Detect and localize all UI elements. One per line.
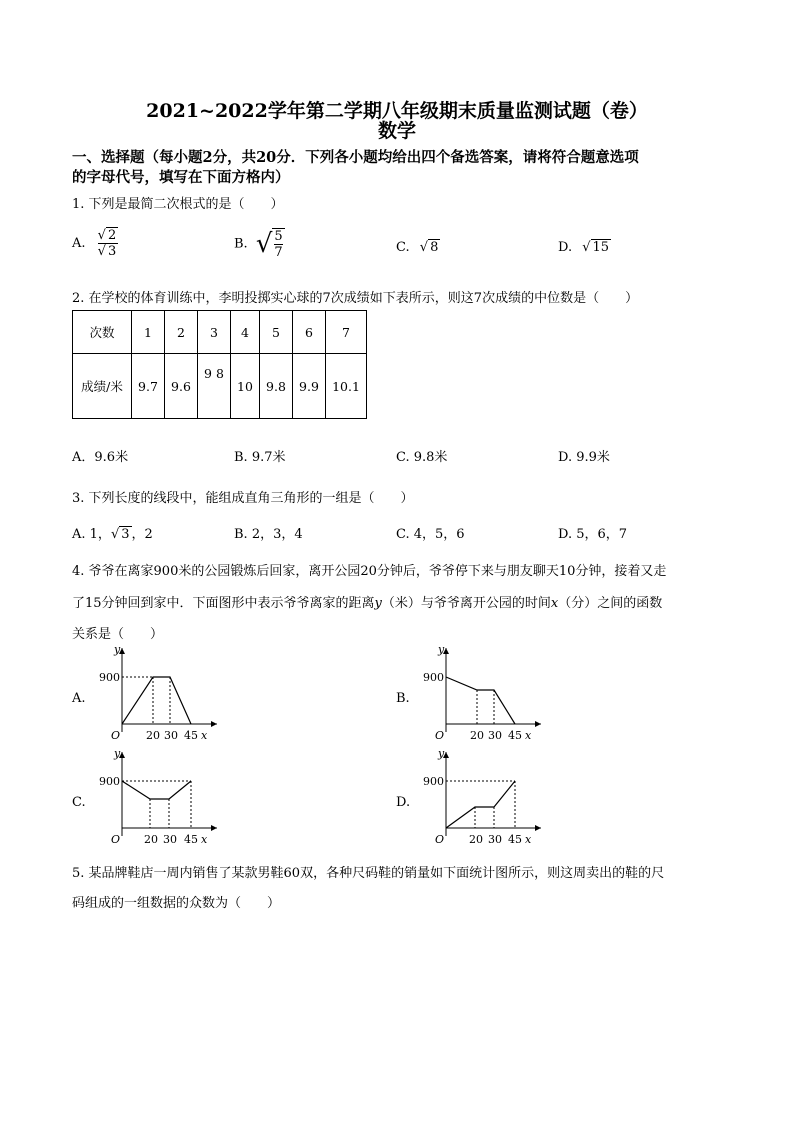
graph-c-t20: 20 <box>144 833 158 846</box>
graph-c-x: x <box>201 833 208 846</box>
table-cell: 1 <box>132 311 165 354</box>
graph-c-y: y <box>114 747 121 760</box>
q1-option-a-label: A. <box>72 236 86 251</box>
q1-a-denominator: 3 <box>107 244 117 259</box>
graph-c-t45: 45 <box>184 833 198 846</box>
q4-line2-part2: （米）与爷爷离开公园的时间 <box>381 596 551 611</box>
q1-a-numerator: 2 <box>107 228 117 243</box>
table-cell: 4 <box>231 311 260 354</box>
table-cell: 9.7 <box>132 354 165 419</box>
table-cell: 10.1 <box>326 354 367 419</box>
table-header-row <box>73 311 367 354</box>
q1-option-a-fraction: $\frac{√ 2}{√ 3}$ <box>97 228 117 259</box>
q1-option-d: D. √ 15 <box>558 240 610 255</box>
score-table <box>72 310 367 419</box>
graph-a-origin: O <box>111 729 121 742</box>
q1-option-b: B. √ $\frac{5}{7}$ <box>234 229 283 260</box>
graph-a-x: x <box>201 729 208 742</box>
q4-graph-d <box>416 746 546 846</box>
graph-c-900: 900 <box>99 775 120 788</box>
graph-b-origin: O <box>435 729 445 742</box>
q4-graph-c <box>92 746 222 846</box>
graph-c-origin: O <box>111 833 121 846</box>
q1-option-d-label: D. <box>558 240 573 255</box>
question-4-line3: 关系是（ ） <box>72 627 164 642</box>
table-cell: 9.9 <box>293 354 326 419</box>
table-cell: 成绩/米 <box>73 354 132 419</box>
q2-option-b: B. 9.7米 <box>234 450 286 465</box>
q2-option-a: A．9.6米 <box>72 450 129 465</box>
graph-b-t30: 30 <box>488 729 502 742</box>
section-heading-line1: 一、选择题（每小题2分，共20分．下列各小题均给出四个备选答案，请将符合题意选项 <box>72 149 639 166</box>
table-cell: 5 <box>260 311 293 354</box>
graph-d-t45: 45 <box>508 833 522 846</box>
graph-d-900: 900 <box>423 775 444 788</box>
graph-b-x: x <box>525 729 532 742</box>
table-cell: 3 <box>198 311 231 354</box>
q1-option-c-label: C. <box>396 240 410 255</box>
graph-d-x: x <box>525 833 532 846</box>
subject-title: 数学 <box>377 120 416 142</box>
table-cell: 次数 <box>73 311 132 354</box>
q4-line2-part3: （分）之间的函数 <box>558 596 663 611</box>
graph-a-y: y <box>114 643 121 656</box>
table-cell: 9.6 <box>165 354 198 419</box>
q4-var-y: y <box>374 596 382 611</box>
graph-a-t45: 45 <box>184 729 198 742</box>
q3-a-prefix: A. 1， <box>72 527 111 542</box>
table-row <box>73 354 367 419</box>
q1-b-numerator: 5 <box>274 229 283 244</box>
q3-option-d: D. 5，6，7 <box>558 527 628 542</box>
q1-c-radicand: 8 <box>430 240 439 255</box>
table-cell: 7 <box>326 311 367 354</box>
graph-c-line <box>122 781 191 799</box>
q3-option-a: A. 1，√ 3 ，2 <box>72 527 153 542</box>
graph-a-t20: 20 <box>146 729 160 742</box>
graph-a-t30: 30 <box>164 729 178 742</box>
q2-option-d: D. 9.9米 <box>558 450 610 465</box>
q1-option-b-label: B. <box>234 236 248 252</box>
section-heading-line2: 的字母代号，填写在下面方格内） <box>72 169 290 186</box>
q4-option-d-label: D. <box>396 795 411 810</box>
question-3-stem: 3. 下列长度的线段中，能组成直角三角形的一组是（ ） <box>72 491 414 506</box>
question-4-line1: 4. 爷爷在离家900米的公园锻炼后回家，离开公园20分钟后，爷爷停下来与朋友聊天10分钟，接着又走 <box>72 564 667 579</box>
graph-a-line <box>122 677 191 724</box>
q3-option-c: C. 4，5，6 <box>396 527 465 542</box>
page-title: 2021~2022学年第二学期八年级期末质量监测试题（卷） <box>146 100 648 122</box>
graph-d-t30: 30 <box>488 833 502 846</box>
table-cell: 2 <box>165 311 198 354</box>
table-cell: 10 <box>231 354 260 419</box>
graph-c-t30: 30 <box>163 833 177 846</box>
question-5-line1: 5. 某品牌鞋店一周内销售了某款男鞋60双，各种尺码鞋的销量如下面统计图所示，则这周卖出的鞋的尺 <box>72 866 665 881</box>
question-5-line2: 码组成的一组数据的众数为（ ） <box>72 896 281 911</box>
q4-option-a-label: A. <box>72 691 86 706</box>
graph-b-t45: 45 <box>508 729 522 742</box>
q4-var-x: x <box>550 596 559 611</box>
q3-a-suffix: ，2 <box>131 527 153 542</box>
q4-line2-part1: 了15分钟回到家中．下面图形中表示爷爷离家的距离 <box>72 596 375 611</box>
graph-d-origin: O <box>435 833 445 846</box>
graph-d-line <box>446 781 515 828</box>
graph-b-900: 900 <box>423 671 444 684</box>
q4-graph-b <box>416 642 546 742</box>
q2-option-c: C. 9.8米 <box>396 450 448 465</box>
table-cell: 9 8 <box>198 354 231 419</box>
graph-d-t20: 20 <box>469 833 483 846</box>
q3-option-b: B. 2，3，4 <box>234 527 303 542</box>
question-1-stem: 1. 下列是最简二次根式的是（ ） <box>72 197 284 212</box>
q1-option-b-fraction <box>272 228 284 260</box>
q4-option-c-label: C. <box>72 795 86 810</box>
q1-d-radicand: 15 <box>592 240 610 255</box>
question-2-stem: 2. 在学校的体育训练中，李明投掷实心球的7次成绩如下表所示，则这7次成绩的中位数是（ ） <box>72 291 639 306</box>
q1-option-c: C. √ 8 <box>396 240 439 255</box>
graph-a-900: 900 <box>99 671 120 684</box>
graph-b-y: y <box>438 643 445 656</box>
table-cell: 6 <box>293 311 326 354</box>
question-4-line2 <box>72 592 662 611</box>
graph-b-line <box>446 677 515 724</box>
q1-option-a <box>72 228 118 259</box>
graph-b-t20: 20 <box>470 729 484 742</box>
q4-graph-a <box>92 642 222 742</box>
q3-a-radicand: 3 <box>121 527 130 542</box>
table-cell: 9.8 <box>260 354 293 419</box>
q1-b-denominator: 7 <box>274 245 283 260</box>
graph-d-y: y <box>438 747 445 760</box>
q4-option-b-label: B. <box>396 691 410 706</box>
